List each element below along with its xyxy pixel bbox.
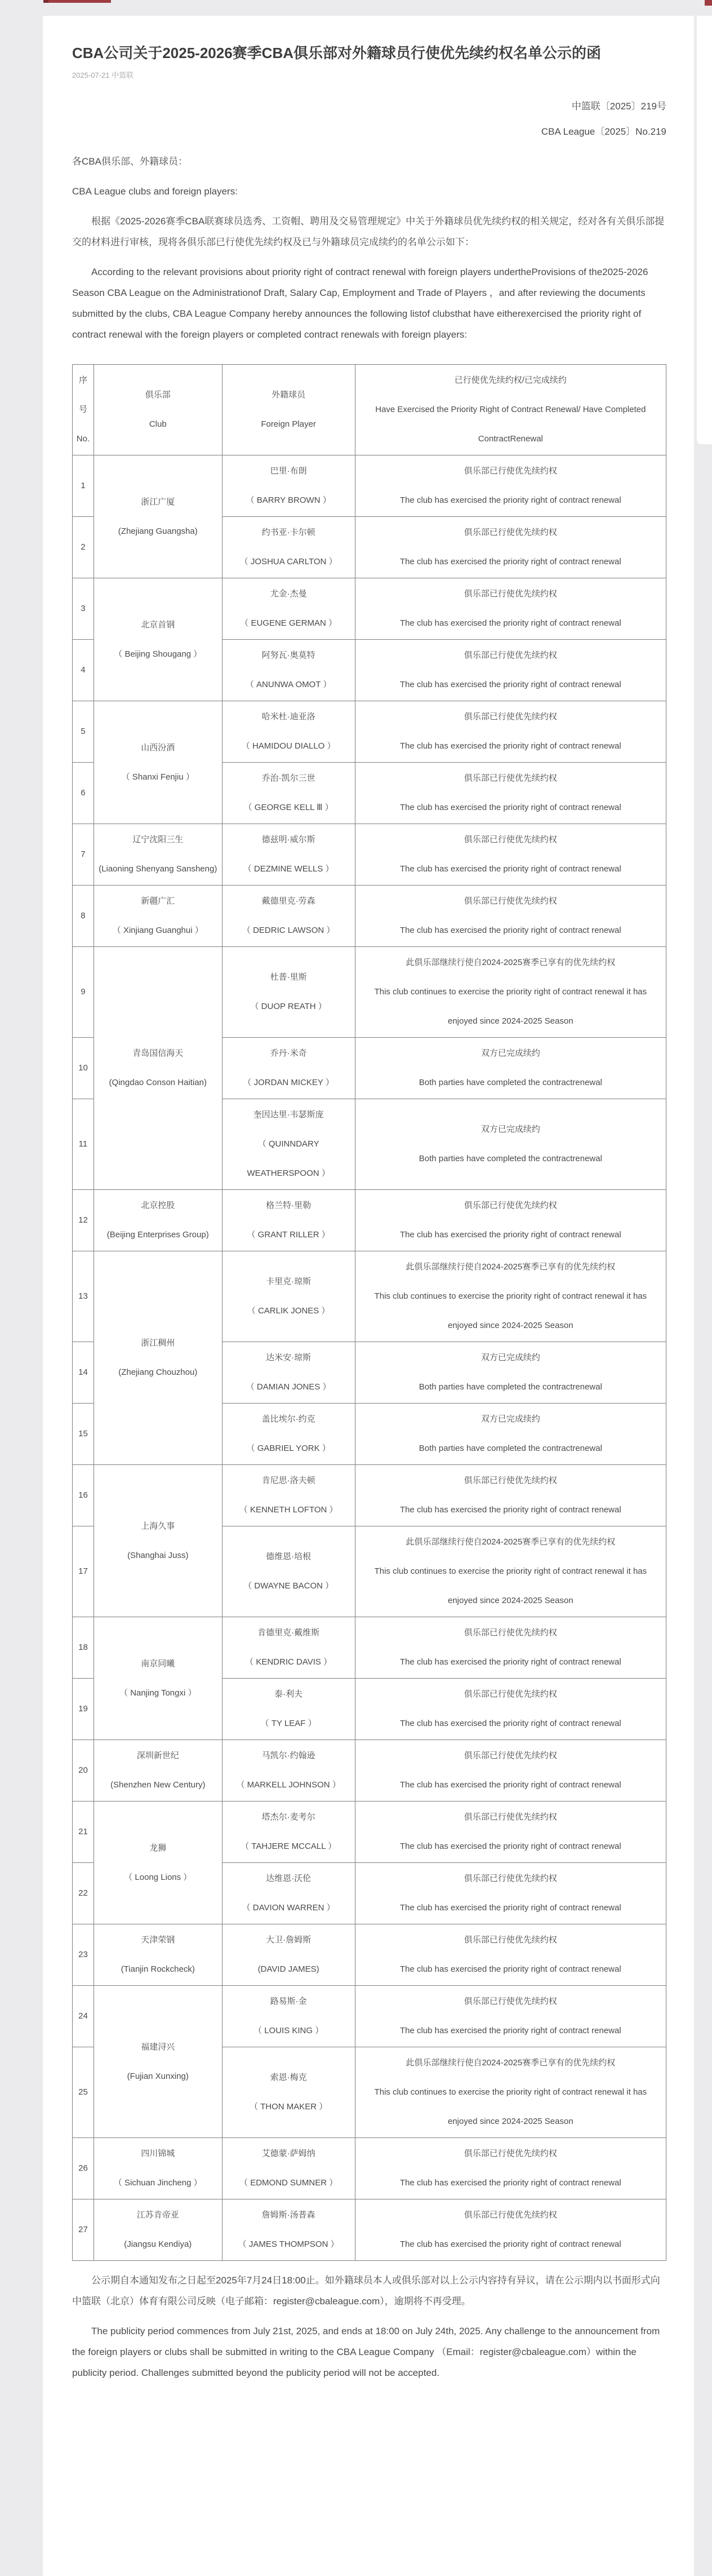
player-name-en: （ LOUIS KING ） [253,2026,324,2035]
player-name-en: （ DEZMINE WELLS ） [243,864,334,874]
club-name-zh: 龙狮 [149,1843,167,1853]
status-zh: 俱乐部已行使优先续约权 [464,589,557,599]
status-en: The club has exercised the priority right of contract renewal [399,864,621,874]
top-accent-bar [43,0,111,3]
club-name-en: (Shenzhen New Century) [110,1780,206,1790]
table-row [73,701,666,763]
header-club-zh: 俱乐部 [145,390,171,400]
club-name-en: (Shanghai Juss) [127,1550,189,1560]
player-name-zh: 阿努瓦·奥莫特 [261,650,315,660]
table-row [73,1465,666,1526]
player-name-zh: 肯德里克·戴维斯 [257,1628,320,1637]
row-no: 3 [73,578,94,640]
status-cell [355,517,666,578]
article-card [43,16,694,2576]
doc-number-zh: 中篮联〔2025〕219号 [571,101,666,112]
player-cell [222,2199,355,2261]
player-name-zh: 泰·利夫 [274,1689,303,1699]
status-cell [355,1526,666,1617]
status-cell [355,1740,666,1802]
status-zh: 俱乐部已行使优先续约权 [464,1997,557,2006]
player-name-zh: 塔杰尔·麦考尔 [261,1812,315,1822]
club-name-en: (Zhejiang Chouzhou) [118,1367,198,1377]
status-cell [355,1190,666,1251]
player-cell [222,1038,355,1099]
table-header-row [73,365,666,455]
player-cell [222,1404,355,1465]
status-zh: 此俱乐部继续行使自2024-2025赛季已享有的优先续约权 [406,1262,616,1272]
status-en: The club has exercised the priority right of contract renewal [399,1230,621,1240]
table-row [73,886,666,947]
status-zh: 俱乐部已行使优先续约权 [464,1628,557,1637]
salutation-zh: 各CBA俱乐部、外籍球员： [72,156,188,167]
row-no: 23 [73,1924,94,1986]
row-no: 2 [73,517,94,578]
status-cell [355,1404,666,1465]
club-name-en: (Zhejiang Guangsha) [118,526,198,536]
header-no-zh: 序号 [78,375,87,414]
player-cell [222,886,355,947]
row-no: 13 [73,1251,94,1342]
table-row [73,1802,666,1863]
table-row [73,2138,666,2199]
row-no: 18 [73,1617,94,1679]
club-cell [94,578,222,701]
club-name-en: （ Sichuan Jincheng ） [113,2178,202,2188]
top-accent-bar-tip [43,0,48,3]
club-name-zh: 新疆广汇 [141,896,175,906]
player-cell [222,1526,355,1617]
header-club-en: Club [149,419,167,429]
player-name-zh: 索恩·梅克 [270,2073,307,2082]
row-no: 10 [73,1038,94,1099]
row-no: 1 [73,455,94,517]
player-name-en: (DAVID JAMES) [257,1964,319,1974]
player-name-en: （ BARRY BROWN ） [246,495,331,505]
table-row [73,1740,666,1802]
player-cell [222,2138,355,2199]
row-no: 5 [73,701,94,763]
row-no: 6 [73,763,94,824]
header-no-en: No. [76,434,90,444]
status-en: Both parties have completed the contractrenewal [419,1154,602,1163]
status-cell [355,1038,666,1099]
player-name-zh: 巴里·布朗 [270,466,307,476]
player-name-en: （ EUGENE GERMAN ） [240,618,337,628]
player-cell [222,1863,355,1924]
player-cell [222,1251,355,1342]
status-en: The club has exercised the priority right of contract renewal [399,1842,621,1851]
status-en: The club has exercised the priority right of contract renewal [399,741,621,751]
status-zh: 双方已完成续约 [480,1353,540,1362]
player-name-en: （ JORDAN MICKEY ） [243,1078,334,1087]
status-zh: 双方已完成续约 [480,1048,540,1058]
player-name-en: （ JAMES THOMPSON ） [238,2239,339,2249]
publicity-period-paragraph-zh: 公示期自本通知发布之日起至2025年7月24日18:00止。如外籍球员本人或俱乐部对以上公示内容持有异议，请在公示期内以书面形式向中篮联（北京）体育有限公司反映（电子邮箱：register@cbaleague.com），逾期将不再受理。 [72,2275,660,2307]
player-cell [222,1802,355,1863]
player-name-zh: 哈米杜·迪亚洛 [261,712,315,722]
club-cell [94,455,222,578]
status-cell [355,1802,666,1863]
status-en: This club continues to exercise the priority right of contract renewal it has enjoyed since 2024-2025 Season [374,1291,647,1330]
player-name-en: （ KENNETH LOFTON ） [239,1505,338,1515]
renewal-table [72,364,666,2261]
status-zh: 俱乐部已行使优先续约权 [464,1689,557,1699]
doc-number-en: CBA League〔2025〕No.219 [541,126,666,137]
player-name-zh: 卡里克·琼斯 [266,1277,312,1286]
club-cell [94,1190,222,1251]
player-name-en: （ THON MAKER ） [249,2102,328,2112]
row-no: 9 [73,947,94,1038]
row-no: 7 [73,824,94,886]
status-zh: 俱乐部已行使优先续约权 [464,1935,557,1945]
player-cell [222,1679,355,1740]
club-name-en: (Beijing Enterprises Group) [106,1230,209,1240]
status-en: The club has exercised the priority right of contract renewal [399,1780,621,1790]
header-player [222,365,355,455]
player-name-zh: 艾德蒙·萨姆纳 [261,2149,315,2158]
status-cell [355,578,666,640]
status-cell [355,1099,666,1190]
player-name-zh: 乔丹·米奇 [270,1048,307,1058]
status-cell [355,2047,666,2138]
table-row [73,455,666,517]
player-name-zh: 大卫·詹姆斯 [266,1935,312,1945]
club-cell [94,1986,222,2138]
row-no: 24 [73,1986,94,2047]
player-name-zh: 奎因达里·韦瑟斯庞 [253,1110,324,1119]
intro-paragraph-zh: 根据《2025-2026赛季CBA联赛球员选秀、工资帽、聘用及交易管理规定》中关于外籍球员优先续约权的相关规定，经对各有关俱乐部提交的材料进行审核，现将各俱乐部已行使优先续约权及已与外籍球员完成续约的名单公示如下： [72,216,665,247]
player-name-zh: 格兰特·里勒 [266,1201,312,1210]
player-cell [222,947,355,1038]
table-row [73,1251,666,1342]
club-cell [94,1740,222,1802]
status-cell [355,886,666,947]
player-name-zh: 达米安·琼斯 [266,1353,312,1362]
player-name-zh: 马凯尔·约翰逊 [261,1751,315,1760]
player-name-zh: 尤金·杰曼 [270,589,307,599]
player-name-zh: 肯尼思·洛夫顿 [261,1476,315,1485]
player-cell [222,517,355,578]
right-side-panel-accent [705,0,712,6]
club-cell [94,1924,222,1986]
player-name-en: （ KENDRIC DAVIS ） [245,1657,332,1667]
status-zh: 俱乐部已行使优先续约权 [464,773,557,783]
player-cell [222,640,355,701]
status-en: The club has exercised the priority right of contract renewal [399,618,621,628]
club-name-zh: 江苏肯帝亚 [136,2210,179,2220]
club-name-zh: 浙江广厦 [141,497,175,507]
club-name-zh: 北京控股 [141,1201,175,1210]
row-no: 12 [73,1190,94,1251]
row-no: 15 [73,1404,94,1465]
row-no: 8 [73,886,94,947]
player-cell [222,824,355,886]
status-en: Both parties have completed the contractrenewal [419,1444,602,1453]
player-cell [222,2047,355,2138]
row-no: 11 [73,1099,94,1190]
status-zh: 此俱乐部继续行使自2024-2025赛季已享有的优先续约权 [406,1537,616,1547]
table-row [73,1190,666,1251]
row-no: 19 [73,1679,94,1740]
status-zh: 俱乐部已行使优先续约权 [464,896,557,906]
player-name-en: （ JOSHUA CARLTON ） [239,557,337,566]
header-no [73,365,94,455]
status-en: The club has exercised the priority right of contract renewal [399,2178,621,2188]
club-cell [94,2138,222,2199]
right-side-panel-cutoff [697,16,712,444]
status-en: The club has exercised the priority right of contract renewal [399,1719,621,1728]
header-status-zh: 已行使优先续约权/已完成续约 [454,375,567,385]
club-cell [94,886,222,947]
status-en: This club continues to exercise the priority right of contract renewal it has enjoyed since 2024-2025 Season [374,1566,647,1605]
status-en: Both parties have completed the contractrenewal [419,1078,602,1087]
player-cell [222,455,355,517]
row-no: 21 [73,1802,94,1863]
intro-paragraph-en: According to the relevant provisions about priority right of contract renewal with foreign players undertheProvisions of the2025-2026 Season CBA League on the Administrationof Draft, Salary Cap, Employment and Trade of Players ，and after reviewing the documents submitted by the clubs, CBA League Company hereby announces the following listof clubsthat have eitherexercised the priority right of contract renewal with the foreign players or completed contract renewals with foreign players: [72,267,648,340]
player-name-en: （ QUINNDARY WEATHERSPOON ） [247,1139,330,1178]
salutation-en: CBA League clubs and foreign players: [72,186,238,197]
player-name-zh: 约书亚·卡尔顿 [261,528,315,537]
club-cell [94,1251,222,1465]
player-name-en: （ MARKELL JOHNSON ） [236,1780,341,1790]
status-cell [355,763,666,824]
status-zh: 俱乐部已行使优先续约权 [464,1874,557,1883]
header-player-en: Foreign Player [261,419,316,429]
player-name-zh: 达维恩·沃伦 [266,1874,312,1883]
status-cell [355,1986,666,2047]
club-name-zh: 辽宁沈阳三生 [132,835,184,844]
club-name-zh: 四川锦城 [141,2149,175,2158]
table-row [73,824,666,886]
status-zh: 俱乐部已行使优先续约权 [464,1201,557,1210]
table-row [73,578,666,640]
club-name-en: (Qingdao Conson Haitian) [109,1078,207,1087]
status-en: The club has exercised the priority right of contract renewal [399,557,621,566]
player-name-en: （ DAVION WARREN ） [242,1903,335,1913]
player-name-en: （ GRANT RILLER ） [247,1230,330,1240]
status-en: The club has exercised the priority right of contract renewal [399,1903,621,1913]
status-en: The club has exercised the priority right of contract renewal [399,1505,621,1515]
status-zh: 俱乐部已行使优先续约权 [464,528,557,537]
club-name-en: （ Beijing Shougang ） [114,649,202,659]
player-name-en: （ ANUNWA OMOT ） [245,680,332,689]
table-row [73,947,666,1038]
player-cell [222,701,355,763]
player-name-en: （ EDMOND SUMNER ） [239,2178,338,2188]
row-no: 14 [73,1342,94,1404]
club-name-en: （ Shanxi Fenjiu ） [121,772,194,782]
status-cell [355,1465,666,1526]
player-name-en: （ TY LEAF ） [260,1719,317,1728]
status-zh: 俱乐部已行使优先续约权 [464,1476,557,1485]
club-cell [94,1802,222,1924]
row-no: 25 [73,2047,94,2138]
status-zh: 此俱乐部继续行使自2024-2025赛季已享有的优先续约权 [406,958,616,967]
row-no: 26 [73,2138,94,2199]
table-row [73,2199,666,2261]
player-name-en: （ DWAYNE BACON ） [243,1581,334,1591]
player-name-en: （ GABRIEL YORK ） [246,1444,331,1453]
status-en: Both parties have completed the contractrenewal [419,1382,602,1392]
player-name-en: （ DAMIAN JONES ） [246,1382,331,1392]
status-cell [355,824,666,886]
status-cell [355,1924,666,1986]
club-cell [94,701,222,824]
club-name-zh: 青岛国信海天 [132,1048,184,1058]
player-cell [222,1190,355,1251]
status-en: The club has exercised the priority right of contract renewal [399,1657,621,1667]
row-no: 4 [73,640,94,701]
status-cell [355,701,666,763]
club-cell [94,1465,222,1617]
club-name-en: （ Nanjing Tongxi ） [119,1688,197,1698]
player-name-en: （ GEORGE KELL Ⅲ ） [243,803,333,812]
header-status-en: Have Exercised the Priority Right of Contract Renewal/ Have Completed ContractRenewal [375,405,646,444]
status-en: This club continues to exercise the priority right of contract renewal it has enjoyed since 2024-2025 Season [374,987,647,1026]
status-zh: 双方已完成续约 [480,1414,540,1424]
row-no: 17 [73,1526,94,1617]
status-zh: 俱乐部已行使优先续约权 [464,2210,557,2220]
status-en: The club has exercised the priority right of contract renewal [399,926,621,935]
club-name-en: (Fujian Xunxing) [127,2071,189,2081]
club-cell [94,947,222,1190]
player-cell [222,1924,355,1986]
player-cell [222,1740,355,1802]
player-name-zh: 戴德里克·劳森 [261,896,315,906]
club-name-en: （ Loong Lions ） [124,1872,192,1882]
status-zh: 俱乐部已行使优先续约权 [464,650,557,660]
club-name-zh: 南京同曦 [141,1658,175,1668]
player-name-zh: 德兹明·威尔斯 [261,835,315,844]
page-title: CBA公司关于2025-2026赛季CBA俱乐部对外籍球员行使优先续约权名单公示的函 [72,45,601,61]
status-cell [355,947,666,1038]
player-name-zh: 德维恩·培根 [266,1552,312,1561]
status-cell [355,1863,666,1924]
player-cell [222,1465,355,1526]
player-name-en: （ CARLIK JONES ） [247,1306,330,1316]
club-name-en: (Liaoning Shenyang Sansheng) [99,864,217,874]
status-en: This club continues to exercise the priority right of contract renewal it has enjoyed since 2024-2025 Season [374,2087,647,2126]
table-row [73,1924,666,1986]
row-no: 20 [73,1740,94,1802]
status-en: The club has exercised the priority right of contract renewal [399,495,621,505]
status-zh: 俱乐部已行使优先续约权 [464,712,557,722]
club-cell [94,1617,222,1740]
header-status [355,365,666,455]
club-name-zh: 天津荣钢 [141,1935,175,1945]
status-en: The club has exercised the priority right of contract renewal [399,680,621,689]
article-meta: 2025-07-21 中篮联 [72,71,134,79]
status-cell [355,1251,666,1342]
status-cell [355,1679,666,1740]
player-name-zh: 乔治·凯尔三世 [261,773,315,783]
row-no: 27 [73,2199,94,2261]
status-zh: 俱乐部已行使优先续约权 [464,1751,557,1760]
player-cell [222,578,355,640]
player-name-en: （ DUOP REATH ） [250,1002,327,1011]
club-cell [94,2199,222,2261]
player-name-zh: 盖比埃尔·约克 [261,1414,315,1424]
player-name-en: （ TAHJERE MCCALL ） [241,1842,337,1851]
player-cell [222,1342,355,1404]
status-zh: 俱乐部已行使优先续约权 [464,2149,557,2158]
header-club [94,365,222,455]
player-cell [222,1099,355,1190]
status-cell [355,2199,666,2261]
status-zh: 俱乐部已行使优先续约权 [464,466,557,476]
player-name-en: （ DEDRIC LAWSON ） [242,926,335,935]
status-en: The club has exercised the priority right of contract renewal [399,2239,621,2249]
row-no: 22 [73,1863,94,1924]
club-name-en: (Tianjin Rockcheck) [121,1964,195,1974]
player-name-en: （ HAMIDOU DIALLO ） [241,741,336,751]
status-cell [355,1617,666,1679]
status-en: The club has exercised the priority right of contract renewal [399,1964,621,1974]
player-name-zh: 杜普·里斯 [270,972,307,982]
status-en: The club has exercised the priority right of contract renewal [399,2026,621,2035]
header-player-zh: 外籍球员 [272,390,306,400]
status-zh: 俱乐部已行使优先续约权 [464,835,557,844]
status-en: The club has exercised the priority right of contract renewal [399,803,621,812]
table-row [73,1617,666,1679]
club-name-en: (Jiangsu Kendiya) [124,2239,192,2249]
status-zh: 俱乐部已行使优先续约权 [464,1812,557,1822]
club-cell [94,824,222,886]
player-cell [222,1617,355,1679]
club-name-zh: 上海久事 [141,1521,175,1531]
status-cell [355,2138,666,2199]
player-name-zh: 路易斯·金 [270,1997,307,2006]
table-row [73,1986,666,2047]
club-name-zh: 浙江稠州 [141,1338,175,1348]
status-zh: 此俱乐部继续行使自2024-2025赛季已享有的优先续约权 [406,2058,616,2068]
status-zh: 双方已完成续约 [480,1125,540,1134]
player-cell [222,763,355,824]
club-name-zh: 深圳新世纪 [136,1751,179,1760]
club-name-en: （ Xinjiang Guanghui ） [112,926,203,935]
status-cell [355,640,666,701]
row-no: 16 [73,1465,94,1526]
club-name-zh: 北京首钢 [141,619,175,630]
club-name-zh: 山西汾酒 [141,742,175,753]
status-cell [355,1342,666,1404]
publicity-period-paragraph-en: The publicity period commences from July 21st, 2025, and ends at 18:00 on July 24th, 2025. Any challenge to the announcement from the foreign players or clubs shall be submitted in writing to the CBA League Company （Email：register@cbaleague.com）within the publicity period. Challenges submitted beyond the publicity period will not be accepted. [72,2326,660,2378]
player-cell [222,1986,355,2047]
player-name-zh: 詹姆斯·汤普森 [261,2210,315,2220]
club-name-zh: 福建浔兴 [141,2042,175,2052]
status-cell [355,455,666,517]
